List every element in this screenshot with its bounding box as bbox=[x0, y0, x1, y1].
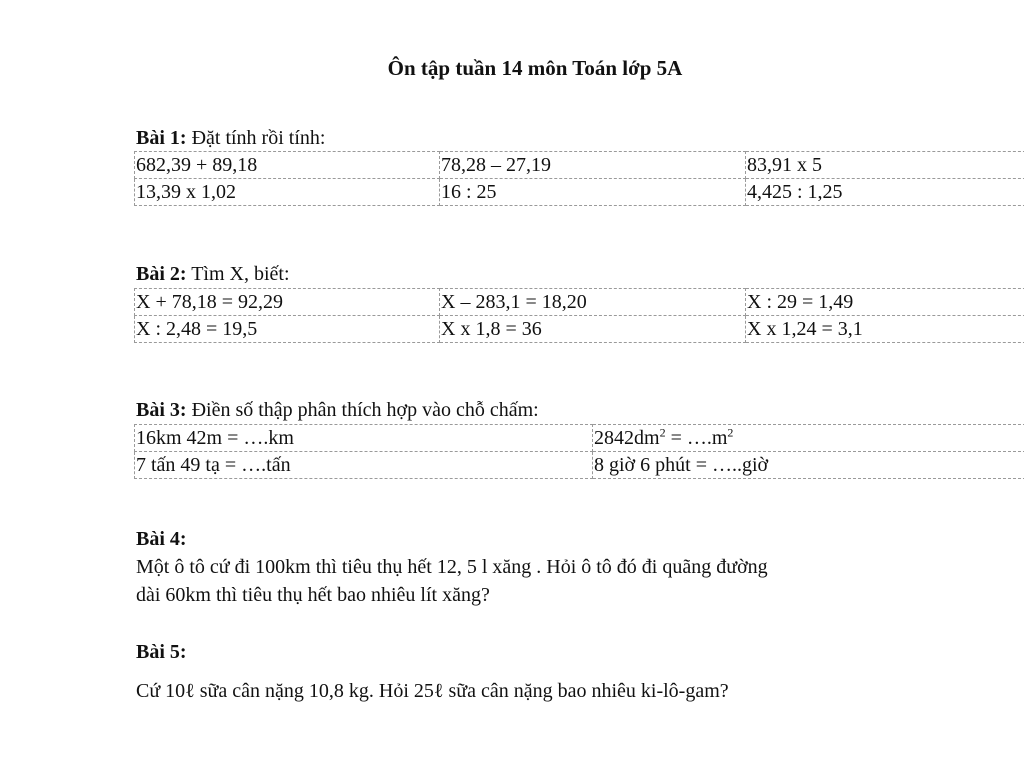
table-cell: X : 2,48 = 19,5 bbox=[135, 316, 440, 343]
bai1-table bbox=[134, 151, 1024, 206]
superscript: 2 bbox=[659, 425, 666, 440]
bai3-table bbox=[134, 424, 1024, 479]
bai5-label bbox=[136, 638, 187, 666]
area-blank: = ….m bbox=[665, 427, 728, 449]
area-value: 2842dm bbox=[594, 427, 660, 449]
table-row bbox=[135, 179, 1024, 206]
table-row bbox=[135, 316, 1024, 343]
bai4-line1: Một ô tô cứ đi 100km thì tiêu thụ hết 12, 5 l xăng . Hỏi ô tô đó đi quãng đường bbox=[136, 556, 768, 578]
table-cell: 682,39 + 89,18 bbox=[135, 152, 440, 179]
table-cell: 78,28 – 27,19 bbox=[440, 152, 746, 179]
bai5-label-text: Bài 5: bbox=[136, 641, 187, 663]
table-cell: 7 tấn 49 tạ = ….tấn bbox=[135, 452, 593, 479]
bai4-line2: dài 60km thì tiêu thụ hết bao nhiêu lít xăng? bbox=[136, 584, 490, 606]
table-cell: X – 283,1 = 18,20 bbox=[440, 289, 746, 316]
page-title: Ôn tập tuần 14 môn Toán lớp 5A bbox=[387, 56, 683, 80]
bai3-instruction: Điền số thập phân thích hợp vào chỗ chấm: bbox=[186, 399, 539, 421]
table-cell bbox=[593, 425, 1024, 452]
bai4-label-text: Bài 4: bbox=[136, 528, 187, 550]
bai4-label bbox=[136, 525, 187, 553]
table-row bbox=[135, 425, 1024, 452]
bai1-instruction: Đặt tính rồi tính: bbox=[186, 127, 326, 149]
table-cell: 8 giờ 6 phút = …..giờ bbox=[593, 452, 1024, 479]
bai5-text: Cứ 10ℓ sữa cân nặng 10,8 kg. Hỏi 25ℓ sữa cân nặng bao nhiêu ki-lô-gam? bbox=[136, 680, 729, 702]
table-cell: 13,39 x 1,02 bbox=[135, 179, 440, 206]
bai2-instruction: Tìm X, biết: bbox=[186, 263, 290, 285]
table-cell: 16 : 25 bbox=[440, 179, 746, 206]
table-row bbox=[135, 289, 1024, 316]
table-cell: X x 1,24 = 3,1 bbox=[746, 316, 1024, 343]
bai1-heading bbox=[136, 126, 325, 150]
superscript: 2 bbox=[727, 425, 734, 440]
table-cell: 4,425 : 1,25 bbox=[746, 179, 1024, 206]
bai2-table bbox=[134, 288, 1024, 343]
bai2-heading bbox=[136, 262, 290, 286]
bai3-label: Bài 3: bbox=[136, 399, 187, 421]
table-cell: X : 29 = 1,49 bbox=[746, 289, 1024, 316]
bai1-label: Bài 1: bbox=[136, 127, 187, 149]
bai3-heading bbox=[136, 398, 539, 422]
table-cell: X x 1,8 = 36 bbox=[440, 316, 746, 343]
table-row bbox=[135, 152, 1024, 179]
table-cell: X + 78,18 = 92,29 bbox=[135, 289, 440, 316]
table-cell: 83,91 x 5 bbox=[746, 152, 1024, 179]
table-row bbox=[135, 452, 1024, 479]
table-cell: 16km 42m = ….km bbox=[135, 425, 593, 452]
bai2-label: Bài 2: bbox=[136, 263, 187, 285]
